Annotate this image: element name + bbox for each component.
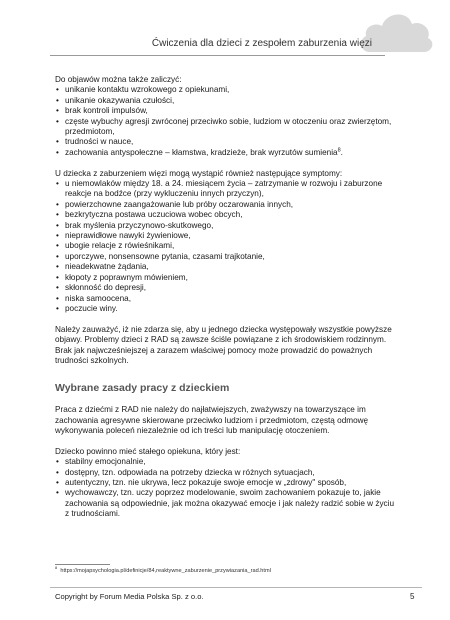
list-item: • powierzchowne zaangażowanie lub próby oczarowania innych,: [55, 200, 395, 210]
list-item: • autentyczny, tzn. nie ukrywa, lecz pokazuje swoje emocje w „zdrowy" sposób,: [55, 478, 395, 488]
paragraph: Praca z dziećmi z RAD nie należy do najłatwiejszych, zważywszy na towarzyszące im zachowania agresywne skierowane przeciwko ludziom i przedmiotom, częstą odmowę wykonywania poleceń niezależnie od ich treści lub manipulację otoczeniem.: [55, 405, 369, 435]
list-item: • uporczywe, nonsensowne pytania, czasami trajkotanie,: [55, 252, 395, 262]
footnote-link[interactable]: https://mojapsychologia.pl/definicje/84,reaktywne_zaburzenie_przywiazania_rad.html: [60, 568, 271, 574]
list-item-end: .: [340, 147, 343, 157]
symptoms-list-1: [55, 85, 395, 158]
section-heading: Wybrane zasady pracy z dzieckiem: [55, 381, 230, 394]
list-item: • brak myślenia przyczynowo-skutkowego,: [55, 221, 395, 231]
list-item: • poczucie winy.: [55, 304, 395, 314]
list-item: • ubogie relacje z rówieśnikami,: [55, 241, 395, 251]
page-content: [55, 75, 395, 520]
footer-rule: [50, 587, 422, 588]
paragraph: Należy zauważyć, iż nie zdarza się, aby u jednego dziecka występowały wszystkie powyższe objawy. Problemy dzieci z RAD są zawsze ściśle powiązane z ich środowiskiem rodzinnym. Brak jak najwcześniejszej a zarazem właściwej pomocy może prowadzić do poważnych trudności szkolnych.: [55, 324, 392, 365]
symptoms-list-2: [55, 179, 395, 314]
section1-intro: Do objawów można także zaliczyć:: [55, 75, 182, 84]
list-item: • nieadekwatne żądania,: [55, 262, 395, 272]
list-item: • bezkrytyczna postawa uczuciowa wobec obcych,: [55, 210, 395, 220]
caregiver-traits-list: [55, 457, 395, 519]
footnote-ref: 8: [337, 147, 341, 154]
list-item-text: zachowania antyspołeczne – kłamstwa, kradzieże, brak wyrzutów sumienia: [65, 147, 338, 157]
list-item: • unikanie kontaktu wzrokowego z opiekunami,: [55, 85, 395, 95]
section2-intro: U dziecka z zaburzeniem więzi mogą wystąpić również następujące symptomy:: [55, 168, 343, 178]
page-header-title: Ćwiczenia dla dzieci z zespołem zaburzenia więzi: [151, 38, 372, 49]
list-item: • częste wybuchy agresji zwróconej przeciwko sobie, ludziom w otoczeniu oraz zwierzętom, przedmiotom,: [55, 117, 395, 138]
footnote-rule: [55, 564, 110, 565]
list-item: • dostępny, tzn. odpowiada na potrzeby dziecka w różnych sytuacjach,: [55, 468, 395, 478]
list-item: • trudności w nauce,: [55, 137, 395, 147]
list-item: • u niemowlaków między 18. a 24. miesiącem życia – zatrzymanie w rozwoju i zaburzone reakcje na bodźce (przy wykluczeniu innych przyczyn),: [55, 179, 395, 200]
cloud-icon: [356, 0, 436, 58]
list-item: • nieprawidłowe nawyki żywieniowe,: [55, 231, 395, 241]
list-item: • brak kontroli impulsów,: [55, 106, 395, 116]
footer-copyright: Copyright by Forum Media Polska Sp. z o.o.: [55, 592, 204, 601]
footnote: [55, 565, 271, 574]
list-item: • unikanie okazywania czułości,: [55, 96, 395, 106]
header-rule: [50, 55, 385, 56]
list-item: • stabilny emocjonalnie,: [55, 457, 395, 467]
list-item: [55, 148, 395, 158]
list-item: • skłonność do depresji,: [55, 283, 395, 293]
list-item: • kłopoty z poprawnym mówieniem,: [55, 273, 395, 283]
page-number: 5: [410, 592, 415, 601]
section3-intro: Dziecko powinno mieć stałego opiekuna, który jest:: [55, 446, 241, 456]
list-item: • wychowawczy, tzn. uczy poprzez modelowanie, swoim zachowaniem pokazuje to, jakie zachowania są odpowiednie, jak można okazywać emocje i jak należy radzić sobie w życiu z trudnościami.: [55, 488, 395, 519]
footnote-number: 8: [55, 565, 58, 571]
list-item: • niska samoocena,: [55, 294, 395, 304]
